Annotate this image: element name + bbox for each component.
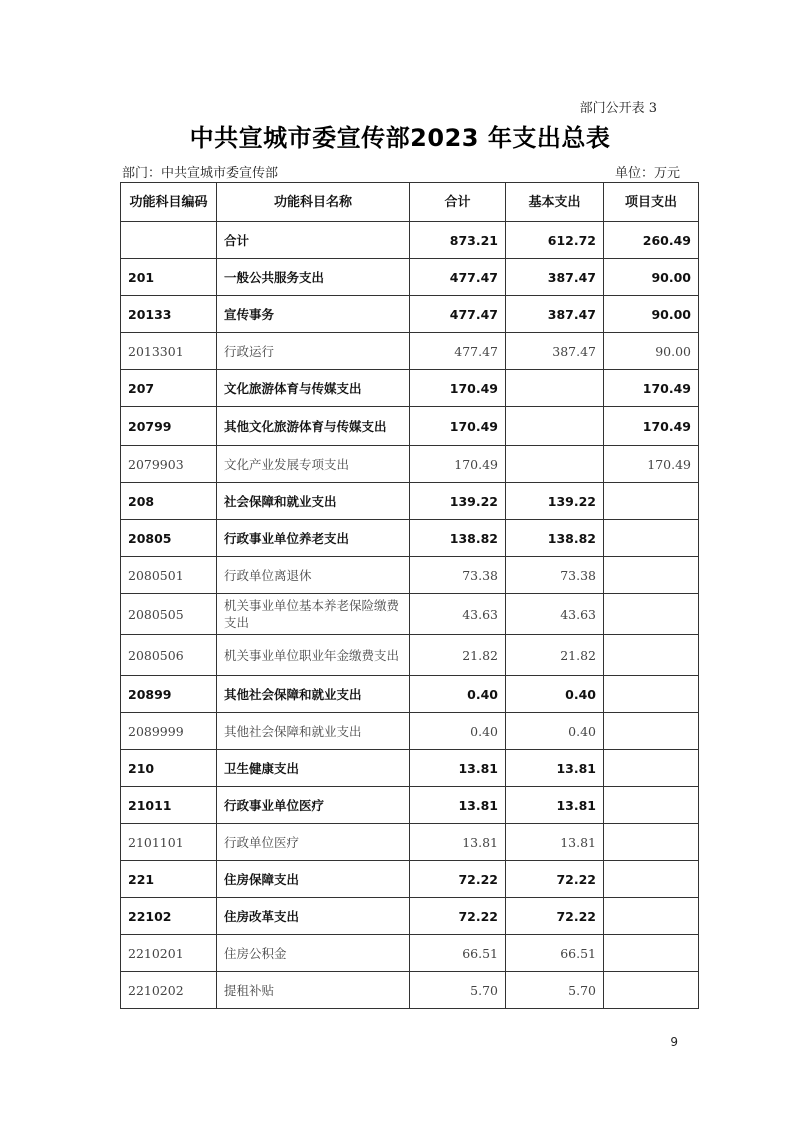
cell-total: 139.22 — [410, 483, 506, 520]
cell-name: 文化旅游体育与传媒支出 — [217, 370, 410, 407]
cell-total: 170.49 — [410, 407, 506, 446]
cell-basic: 387.47 — [506, 333, 604, 370]
cell-basic: 387.47 — [506, 259, 604, 296]
table-row — [121, 861, 699, 898]
cell-basic: 73.38 — [506, 557, 604, 594]
cell-name: 合计 — [217, 222, 410, 259]
cell-total: 5.70 — [410, 972, 506, 1009]
cell-code: 210 — [121, 750, 217, 787]
cell-total: 72.22 — [410, 861, 506, 898]
table-row — [121, 594, 699, 635]
table-row — [121, 407, 699, 446]
cell-total: 138.82 — [410, 520, 506, 557]
cell-code: 208 — [121, 483, 217, 520]
cell-project: 90.00 — [604, 296, 699, 333]
cell-code: 20133 — [121, 296, 217, 333]
column-header-name: 功能科目名称 — [217, 183, 410, 222]
cell-code: 2080506 — [121, 635, 217, 676]
cell-code — [121, 222, 217, 259]
cell-code: 20899 — [121, 676, 217, 713]
table-row — [121, 446, 699, 483]
cell-total: 72.22 — [410, 898, 506, 935]
table-row — [121, 824, 699, 861]
cell-name: 行政单位离退休 — [217, 557, 410, 594]
cell-total: 73.38 — [410, 557, 506, 594]
table-row — [121, 483, 699, 520]
table-row — [121, 333, 699, 370]
cell-project: 170.49 — [604, 370, 699, 407]
cell-name: 机关事业单位基本养老保险缴费支出 — [217, 594, 410, 635]
cell-name: 行政事业单位养老支出 — [217, 520, 410, 557]
cell-basic: 66.51 — [506, 935, 604, 972]
cell-project — [604, 520, 699, 557]
cell-name: 其他文化旅游体育与传媒支出 — [217, 407, 410, 446]
cell-project: 170.49 — [604, 446, 699, 483]
cell-code: 21011 — [121, 787, 217, 824]
table-row — [121, 222, 699, 259]
page-number: 9 — [670, 1035, 678, 1049]
cell-code: 22102 — [121, 898, 217, 935]
table-header-row — [121, 183, 699, 222]
cell-basic: 72.22 — [506, 861, 604, 898]
cell-project — [604, 935, 699, 972]
cell-total: 13.81 — [410, 750, 506, 787]
cell-project — [604, 557, 699, 594]
cell-project — [604, 713, 699, 750]
cell-code: 2210201 — [121, 935, 217, 972]
cell-code: 2079903 — [121, 446, 217, 483]
cell-code: 2080501 — [121, 557, 217, 594]
cell-code: 20799 — [121, 407, 217, 446]
cell-code: 2101101 — [121, 824, 217, 861]
cell-basic — [506, 446, 604, 483]
cell-total: 170.49 — [410, 446, 506, 483]
expenditure-table — [120, 182, 699, 1009]
cell-total: 66.51 — [410, 935, 506, 972]
cell-project — [604, 676, 699, 713]
cell-name: 卫生健康支出 — [217, 750, 410, 787]
page-title: 中共宣城市委宣传部2023 年支出总表 — [189, 124, 611, 152]
table-row — [121, 635, 699, 676]
cell-basic: 0.40 — [506, 713, 604, 750]
cell-basic: 13.81 — [506, 750, 604, 787]
cell-basic: 72.22 — [506, 898, 604, 935]
cell-name: 行政事业单位医疗 — [217, 787, 410, 824]
cell-basic: 138.82 — [506, 520, 604, 557]
unit-label: 单位：万元 — [614, 166, 680, 181]
cell-project — [604, 750, 699, 787]
cell-total: 873.21 — [410, 222, 506, 259]
cell-name: 住房改革支出 — [217, 898, 410, 935]
cell-name: 机关事业单位职业年金缴费支出 — [217, 635, 410, 676]
table-label: 部门公开表 3 — [579, 101, 657, 116]
table-row — [121, 935, 699, 972]
cell-total: 170.49 — [410, 370, 506, 407]
cell-project — [604, 635, 699, 676]
cell-code: 2080505 — [121, 594, 217, 635]
cell-basic: 21.82 — [506, 635, 604, 676]
cell-project — [604, 483, 699, 520]
cell-project: 260.49 — [604, 222, 699, 259]
table-row — [121, 787, 699, 824]
cell-project — [604, 594, 699, 635]
cell-name: 住房公积金 — [217, 935, 410, 972]
cell-basic: 139.22 — [506, 483, 604, 520]
cell-project — [604, 972, 699, 1009]
cell-basic — [506, 370, 604, 407]
table-row — [121, 713, 699, 750]
cell-basic: 0.40 — [506, 676, 604, 713]
column-header-total: 合计 — [410, 183, 506, 222]
cell-name: 一般公共服务支出 — [217, 259, 410, 296]
cell-name: 文化产业发展专项支出 — [217, 446, 410, 483]
table-row — [121, 557, 699, 594]
cell-project: 90.00 — [604, 333, 699, 370]
cell-name: 行政单位医疗 — [217, 824, 410, 861]
table-row — [121, 898, 699, 935]
cell-code: 201 — [121, 259, 217, 296]
cell-name: 社会保障和就业支出 — [217, 483, 410, 520]
cell-name: 提租补贴 — [217, 972, 410, 1009]
cell-basic: 387.47 — [506, 296, 604, 333]
cell-project — [604, 824, 699, 861]
cell-total: 0.40 — [410, 713, 506, 750]
meta-line — [122, 162, 680, 182]
cell-project: 170.49 — [604, 407, 699, 446]
cell-basic: 612.72 — [506, 222, 604, 259]
cell-name: 宣传事务 — [217, 296, 410, 333]
cell-basic: 13.81 — [506, 787, 604, 824]
table-row — [121, 296, 699, 333]
cell-basic — [506, 407, 604, 446]
cell-basic: 43.63 — [506, 594, 604, 635]
cell-total: 21.82 — [410, 635, 506, 676]
cell-name: 其他社会保障和就业支出 — [217, 676, 410, 713]
cell-total: 477.47 — [410, 259, 506, 296]
table-row — [121, 750, 699, 787]
cell-code: 20805 — [121, 520, 217, 557]
cell-project: 90.00 — [604, 259, 699, 296]
cell-basic: 13.81 — [506, 824, 604, 861]
cell-name: 其他社会保障和就业支出 — [217, 713, 410, 750]
cell-total: 477.47 — [410, 333, 506, 370]
cell-name: 行政运行 — [217, 333, 410, 370]
cell-basic: 5.70 — [506, 972, 604, 1009]
column-header-code: 功能科目编码 — [121, 183, 217, 222]
cell-total: 0.40 — [410, 676, 506, 713]
cell-total: 477.47 — [410, 296, 506, 333]
cell-total: 13.81 — [410, 824, 506, 861]
cell-code: 2013301 — [121, 333, 217, 370]
column-header-project: 项目支出 — [604, 183, 699, 222]
table-row — [121, 520, 699, 557]
table-row — [121, 676, 699, 713]
cell-code: 221 — [121, 861, 217, 898]
cell-project — [604, 861, 699, 898]
table-body — [121, 222, 699, 1009]
cell-total: 13.81 — [410, 787, 506, 824]
column-header-basic: 基本支出 — [506, 183, 604, 222]
table-row — [121, 972, 699, 1009]
cell-name: 住房保障支出 — [217, 861, 410, 898]
table-row — [121, 259, 699, 296]
cell-project — [604, 898, 699, 935]
cell-project — [604, 787, 699, 824]
cell-code: 2089999 — [121, 713, 217, 750]
table-row — [121, 370, 699, 407]
cell-total: 43.63 — [410, 594, 506, 635]
cell-code: 207 — [121, 370, 217, 407]
cell-code: 2210202 — [121, 972, 217, 1009]
department-label: 部门：中共宣城市委宣传部 — [122, 166, 279, 181]
